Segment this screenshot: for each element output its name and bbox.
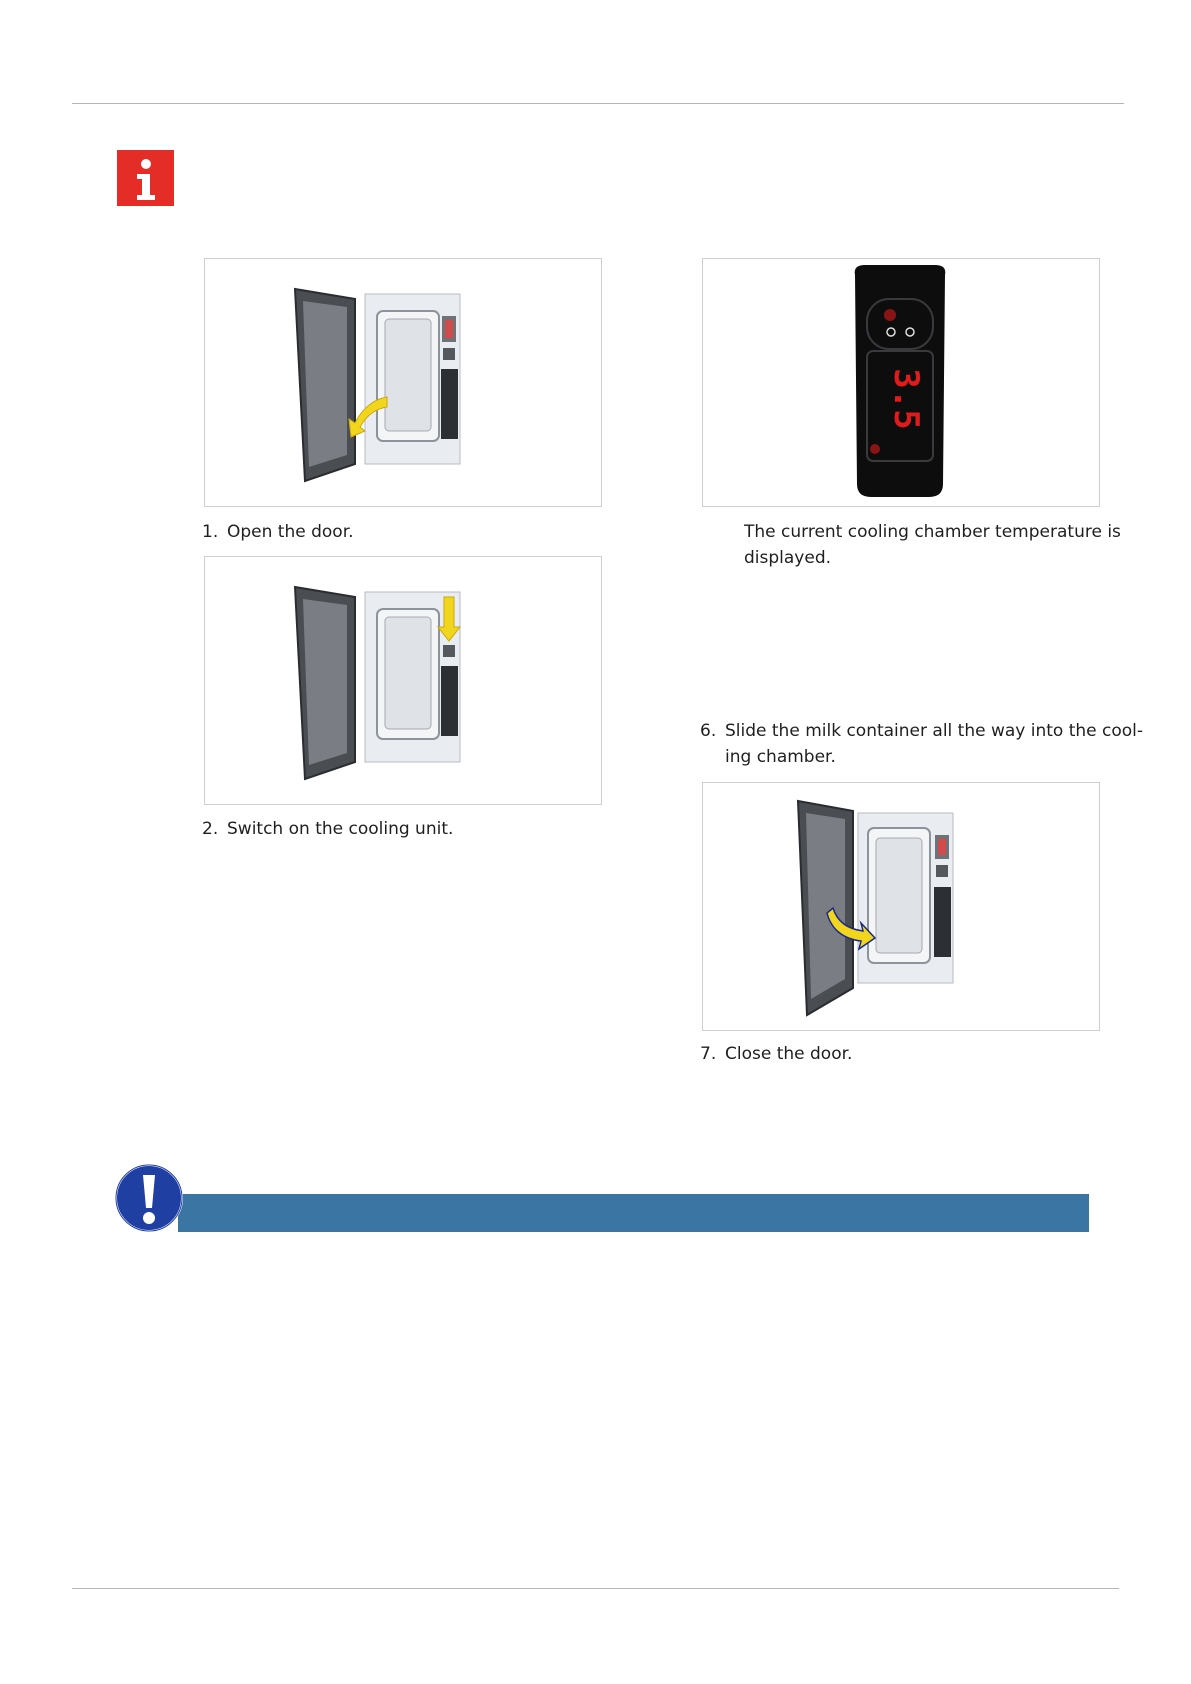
header-rule (72, 103, 1124, 104)
footer-rule (72, 1588, 1119, 1589)
step-text-continued: ing chamber. (725, 747, 836, 767)
step-text: Slide the milk container all the way into the cool- (725, 721, 1144, 741)
step-text: Open the door. (227, 522, 354, 542)
figure-temperature-display (702, 258, 1100, 507)
step-number: 2. (202, 819, 219, 839)
step-7 (700, 1041, 852, 1067)
display-note (744, 519, 1121, 571)
step-2 (202, 816, 453, 842)
figure-close-door (702, 782, 1100, 1031)
info-icon (117, 150, 174, 206)
display-note-line1: The current cooling chamber temperature is (744, 522, 1121, 542)
step-number: 1. (202, 522, 219, 542)
temperature-readout: 3.5 (886, 368, 926, 430)
display-note-line2: displayed. (744, 548, 832, 568)
step-number: 7. (700, 1044, 717, 1064)
step-text: Switch on the cooling unit. (227, 819, 454, 839)
figure-switch-on (204, 556, 602, 805)
warning-bar (178, 1194, 1089, 1232)
step-number: 6. (700, 721, 717, 741)
step-6 (700, 718, 1143, 770)
step-1 (202, 519, 354, 545)
exclamation-icon (114, 1163, 184, 1233)
figure-open-door (204, 258, 602, 507)
step-text: Close the door. (725, 1044, 853, 1064)
